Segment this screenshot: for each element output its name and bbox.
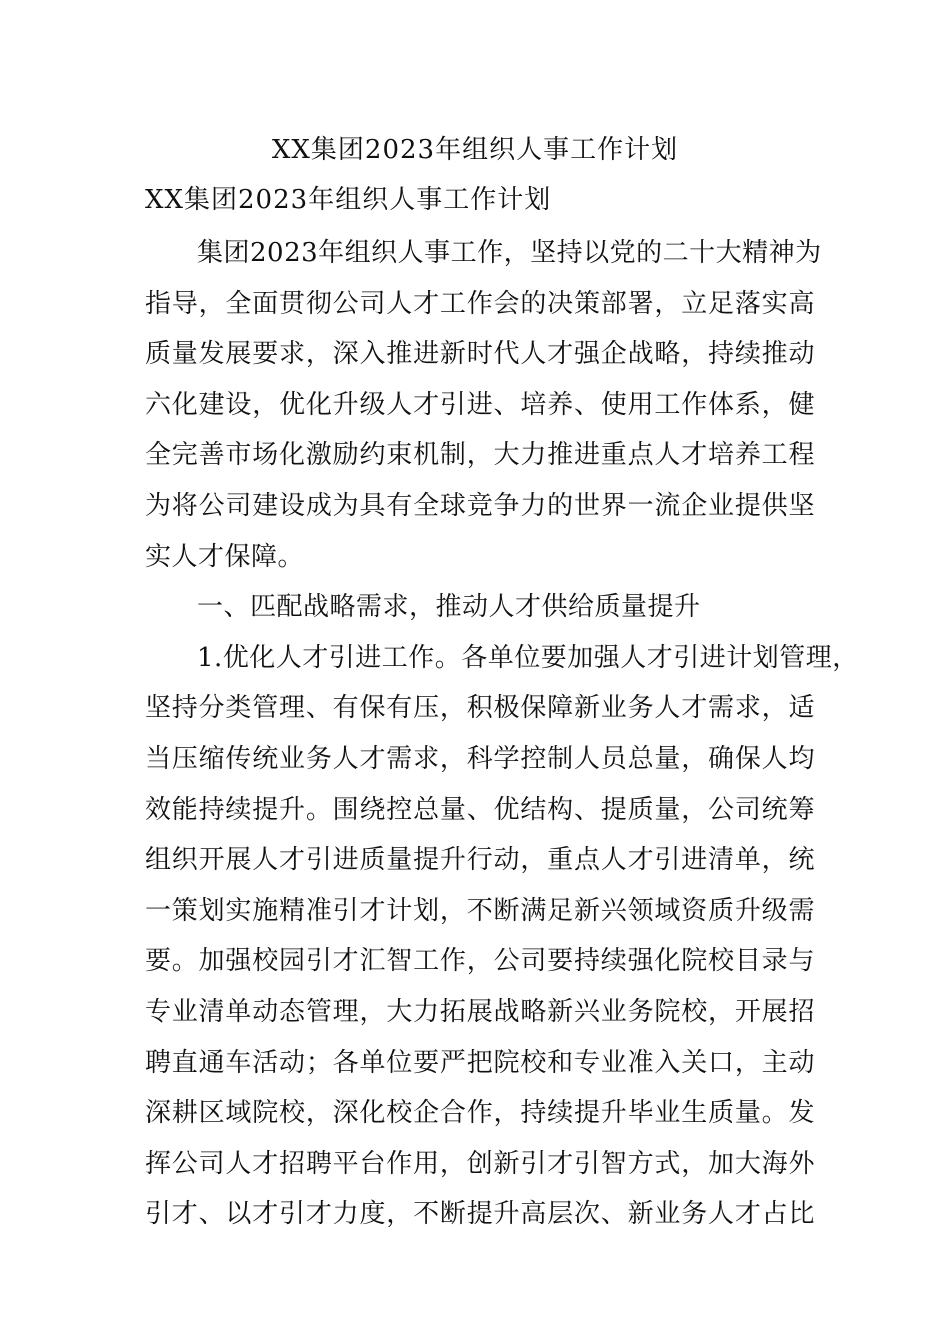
paragraph-line: 引才、以才引才力度，不断提升高层次、新业务人才占比: [145, 1199, 815, 1230]
paragraph-line: 要。加强校园引才汇智工作，公司要持续强化院校目录与: [145, 946, 815, 977]
paragraph-line: 当压缩传统业务人才需求，科学控制人员总量，确保人均: [145, 743, 815, 774]
paragraph-line: 专业清单动态管理，大力拓展战略新兴业务院校，开展招: [145, 996, 815, 1027]
paragraph-line: 实人才保障。: [145, 541, 305, 572]
paragraph-line: 为将公司建设成为具有全球竞争力的世界一流企业提供坚: [145, 490, 815, 521]
paragraph-line: 六化建设，优化升级人才引进、培养、使用工作体系，健: [145, 389, 815, 420]
paragraph-line: 组织开展人才引进质量提升行动，重点人才引进清单，统: [145, 845, 815, 876]
paragraph-line: 挥公司人才招聘平台作用，创新引才引智方式，加大海外: [145, 1148, 815, 1179]
document-body: [145, 228, 859, 1240]
paragraph-line: 一策划实施精准引才计划，不断满足新兴领域资质升级需: [145, 895, 815, 926]
paragraph-line: 集团2023年组织人事工作，坚持以党的二十大精神为: [197, 238, 822, 268]
paragraph-line: 坚持分类管理、有保有压，积极保障新业务人才需求，适: [145, 693, 815, 724]
paragraph-line: 全完善市场化激励约束机制，大力推进重点人才培养工程: [145, 440, 815, 471]
document-title: XX集团2023年组织人事工作计划: [271, 135, 679, 165]
paragraph-line: 聘直通车活动；各单位要严把院校和专业准入关口，主动: [145, 1047, 815, 1078]
paragraph-line: 效能持续提升。围绕控总量、优结构、提质量，公司统筹: [145, 794, 815, 825]
paragraph-line: 深耕区域院校，深化校企合作，持续提升毕业生质量。发: [145, 1098, 815, 1129]
section-heading: 一、匹配战略需求，推动人才供给质量提升: [197, 592, 701, 623]
document-subtitle: XX集团2023年组织人事工作计划: [145, 185, 552, 215]
paragraph-line: 1.优化人才引进工作。各单位要加强人才引进计划管理，: [197, 642, 859, 673]
paragraph-line: 质量发展要求，深入推进新时代人才强企战略，持续推动: [145, 339, 815, 370]
paragraph-line: 指导，全面贯彻公司人才工作会的决策部署，立足落实高: [145, 288, 815, 319]
